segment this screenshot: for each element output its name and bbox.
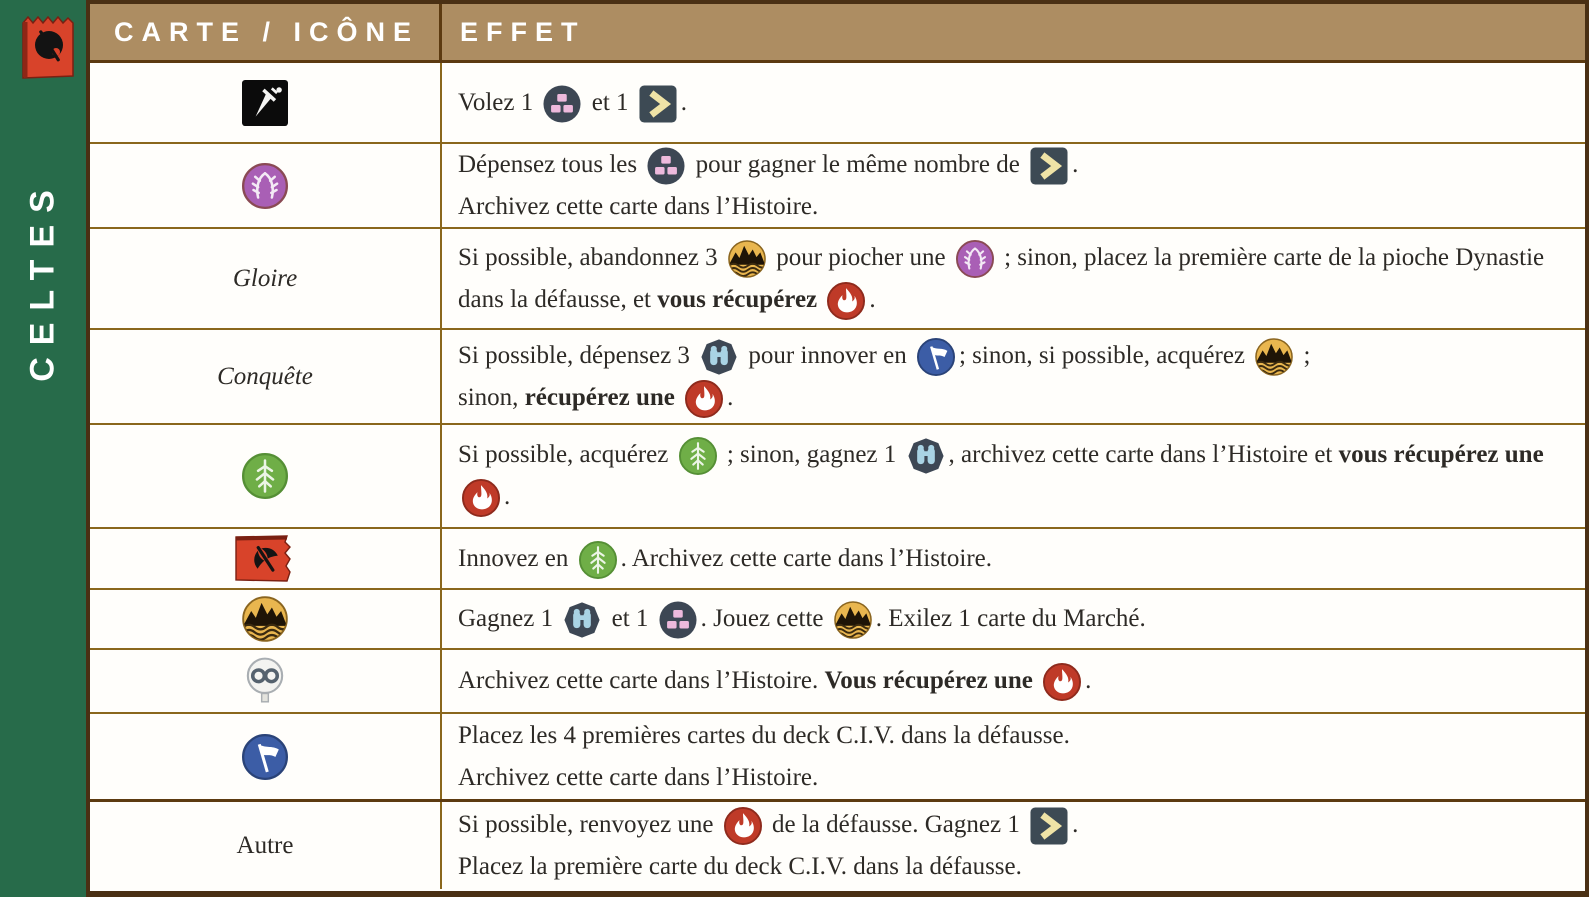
flame-icon bbox=[1043, 663, 1081, 701]
binoculars-icon bbox=[700, 338, 738, 376]
faction-name: CELTES bbox=[23, 178, 62, 382]
effect-text: Si possible, dépensez 3 pour innover en ; sinon, si possible, acquérez ; sinon, récupérez une . bbox=[458, 335, 1571, 419]
effect-cell bbox=[442, 425, 1585, 527]
leaf-icon bbox=[579, 541, 617, 579]
table-row bbox=[90, 328, 1585, 423]
laurel-icon bbox=[242, 163, 288, 209]
population-icon bbox=[647, 147, 685, 185]
card-icon-cell bbox=[90, 714, 442, 799]
effect-text: Si possible, renvoyez une de la défausse. Gagnez 1 . Placez la première carte du deck C.I.V. dans la défausse. bbox=[458, 804, 1571, 888]
card-icon-cell bbox=[90, 425, 442, 527]
effect-cell bbox=[442, 144, 1585, 227]
card-icon-cell bbox=[90, 529, 442, 588]
header-effet: EFFET bbox=[460, 16, 586, 47]
progress-icon bbox=[1030, 147, 1068, 185]
card-icon-cell bbox=[90, 229, 442, 328]
mountain-icon bbox=[834, 601, 872, 639]
table-header-row bbox=[90, 4, 1585, 63]
card-label: Gloire bbox=[232, 264, 298, 292]
table-row bbox=[90, 712, 1585, 799]
war-banner-icon bbox=[235, 535, 295, 583]
effect-text: Volez 1 et 1 . bbox=[458, 82, 1571, 124]
binoculars-icon bbox=[907, 437, 945, 475]
table-row bbox=[90, 799, 1585, 889]
effect-text: Si possible, abandonnez 3 pour piocher une ; sinon, placez la première carte de la pioche Dynastie dans la défausse, et vous récupérez . bbox=[458, 237, 1571, 321]
effect-cell bbox=[442, 802, 1585, 889]
effect-cell bbox=[442, 229, 1585, 328]
table-row bbox=[90, 423, 1585, 527]
celtes-axe-banner-icon bbox=[22, 14, 74, 82]
card-label: Conquête bbox=[217, 362, 313, 390]
effect-text: Placez les 4 premières cartes du deck C.I.V. dans la défausse. Archivez cette carte dans l’Histoire. bbox=[458, 721, 1070, 791]
effect-text: Si possible, acquérez ; sinon, gagnez 1 , archivez cette carte dans l’Histoire et vous récupérez une . bbox=[458, 434, 1571, 518]
card-icon-cell bbox=[90, 590, 442, 648]
table-body bbox=[90, 63, 1585, 889]
mountain-icon bbox=[728, 240, 766, 278]
table-row bbox=[90, 527, 1585, 588]
mountain-icon bbox=[242, 596, 288, 642]
card-icon-cell bbox=[90, 63, 442, 142]
effect-bold-text: Vous récupérez une bbox=[824, 667, 1040, 694]
flame-icon bbox=[685, 380, 723, 418]
table-row bbox=[90, 63, 1585, 142]
flame-icon bbox=[827, 282, 865, 320]
effect-bold-text: récupérez une bbox=[524, 383, 682, 411]
flame-icon bbox=[724, 807, 762, 845]
population-icon bbox=[543, 85, 581, 123]
table-row bbox=[90, 142, 1585, 227]
population-icon bbox=[659, 601, 697, 639]
effect-text: Innovez en . Archivez cette carte dans l’Histoire. bbox=[458, 538, 1571, 580]
table-row bbox=[90, 648, 1585, 712]
table-row bbox=[90, 227, 1585, 328]
table-row bbox=[90, 588, 1585, 648]
flame-icon bbox=[462, 479, 500, 517]
faction-sidebar bbox=[0, 0, 86, 897]
progress-icon bbox=[1030, 807, 1068, 845]
card-icon-cell bbox=[90, 802, 442, 889]
effect-cell bbox=[442, 63, 1585, 142]
effect-text: Gagnez 1 et 1 . Jouez cette . Exilez 1 carte du Marché. bbox=[458, 598, 1571, 640]
dagger-icon bbox=[242, 80, 288, 126]
card-icon-cell bbox=[90, 144, 442, 227]
leaf-icon bbox=[242, 453, 288, 499]
card-label: Autre bbox=[236, 831, 294, 859]
effect-cell bbox=[442, 529, 1585, 588]
leaf-icon bbox=[679, 437, 717, 475]
binoculars-icon bbox=[563, 601, 601, 639]
effect-text: Dépensez tous les pour gagner le même nombre de . Archivez cette carte dans l’Histoire. bbox=[458, 144, 1571, 227]
effect-cell bbox=[442, 590, 1585, 648]
effect-cell bbox=[442, 330, 1585, 423]
progress-icon bbox=[639, 85, 677, 123]
card-icon-cell bbox=[90, 650, 442, 712]
effects-table bbox=[86, 0, 1589, 897]
effect-bold-text: vous récupérez une bbox=[1338, 441, 1544, 468]
flag-icon bbox=[917, 338, 955, 376]
mountain-icon bbox=[1255, 338, 1293, 376]
infinity-icon bbox=[242, 655, 288, 707]
effect-cell bbox=[442, 650, 1585, 712]
effect-bold-text: vous récupérez bbox=[657, 285, 824, 313]
effect-cell bbox=[442, 714, 1585, 799]
flag-icon bbox=[242, 734, 288, 780]
header-carte-icone: CARTE / ICÔNE bbox=[90, 4, 442, 60]
card-icon-cell bbox=[90, 330, 442, 423]
effect-text: Archivez cette carte dans l’Histoire. Vous récupérez une . bbox=[458, 660, 1571, 702]
laurel-icon bbox=[956, 240, 994, 278]
